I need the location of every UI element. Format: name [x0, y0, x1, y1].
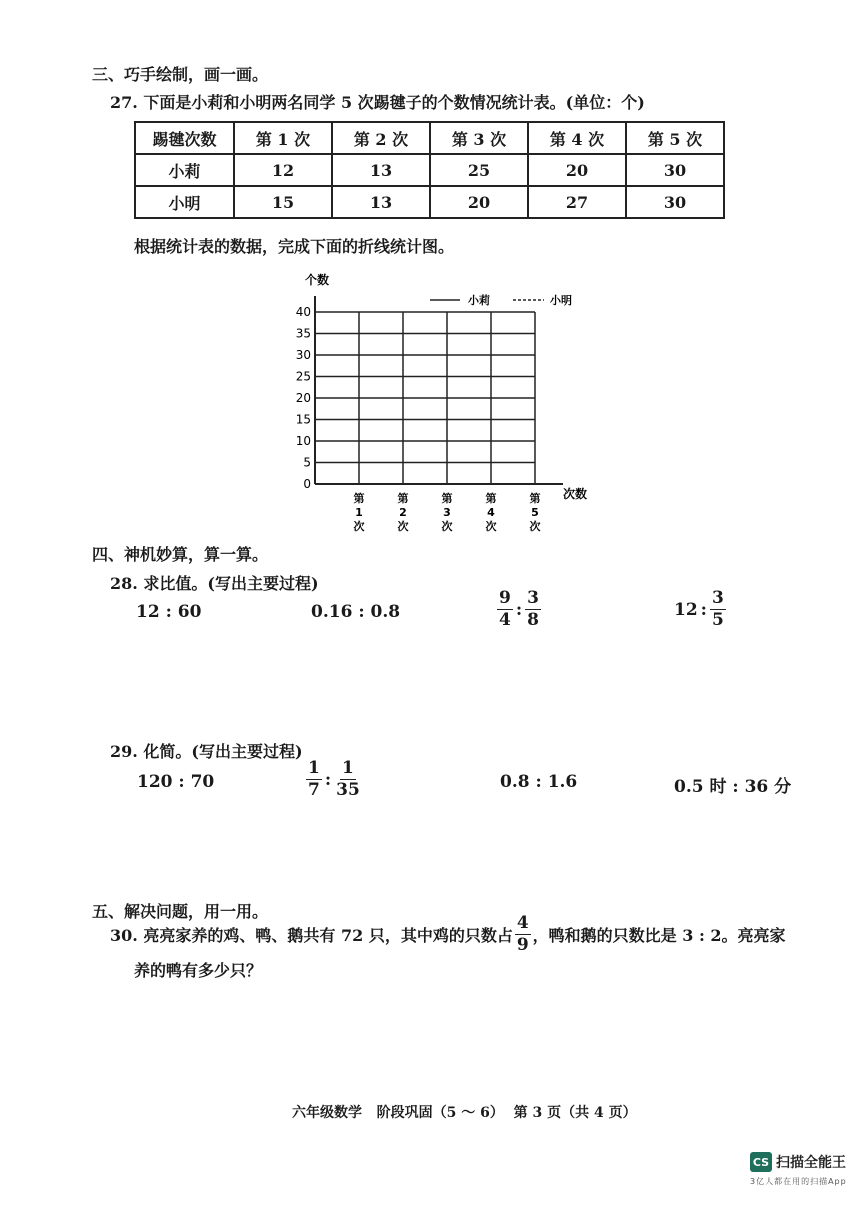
question-30-line-2: 养的鸭有多少只？ [134, 961, 263, 980]
ratio-colon: : [700, 599, 707, 620]
section-4-title: 四、神机妙算，算一算。 [92, 545, 269, 564]
q29-expression-2 [306, 760, 362, 799]
table-header-cell: 第 2 次 [332, 122, 430, 154]
scanner-logo-icon: CS [750, 1152, 772, 1172]
x-tick-label: 4 [487, 506, 495, 519]
chart-instruction: 根据统计表的数据，完成下面的折线统计图。 [134, 237, 455, 256]
table-cell: 小明 [135, 186, 234, 218]
legend-label: 小莉 [468, 294, 490, 307]
x-tick-label: 3 [443, 506, 451, 519]
table-header-cell: 踢毽次数 [135, 122, 234, 154]
denominator: 35 [336, 780, 360, 800]
y-tick-label: 5 [303, 455, 311, 470]
denominator: 8 [527, 610, 539, 630]
denominator: 7 [308, 780, 320, 800]
numerator: 3 [711, 588, 724, 608]
table-header-cell: 第 4 次 [528, 122, 626, 154]
ratio-colon: : [324, 769, 332, 790]
y-tick-label: 0 [303, 477, 311, 491]
legend-label: 小明 [550, 294, 572, 307]
numerator: 1 [308, 758, 320, 778]
y-tick-label: 25 [295, 369, 311, 384]
x-tick-label: 第 [397, 492, 409, 505]
x-tick-label: 5 [531, 506, 539, 519]
fraction [515, 915, 531, 954]
section-5-title: 五、解决问题，用一用。 [92, 902, 269, 921]
line-chart [280, 260, 640, 540]
y-tick-label: 40 [295, 305, 311, 319]
x-tick-label: 第 [353, 492, 365, 505]
table-cell: 30 [626, 186, 724, 218]
question-27-prompt: 27. 下面是小莉和小明两名同学 5 次踢毽子的个数情况统计表。(单位：个) [110, 93, 645, 112]
denominator: 9 [516, 935, 529, 955]
question-30-text: 30. 亮亮家养的鸡、鸭、鹅共有 72 只，其中鸡的只数占 [110, 926, 513, 945]
q29-expression-4: 0.5 时 : 36 分 [674, 777, 792, 797]
fraction [334, 760, 362, 799]
y-tick-label: 15 [295, 412, 311, 427]
q28-expression-1: 12 : 60 [136, 602, 202, 622]
fraction [497, 590, 513, 629]
table-cell: 20 [430, 186, 528, 218]
x-tick-label: 次 [397, 520, 409, 533]
x-tick-label: 次 [529, 520, 541, 533]
table-header-cell: 第 3 次 [430, 122, 528, 154]
q28-expression-4 [674, 590, 726, 629]
numerator: 1 [342, 758, 354, 778]
numerator: 3 [527, 588, 539, 608]
scanner-tagline: 3亿人都在用的扫描App [750, 1177, 847, 1186]
y-axis-title: 个数 [304, 273, 330, 287]
question-28-prompt: 28. 求比值。(写出主要过程) [110, 574, 319, 593]
x-tick-label: 1 [355, 506, 363, 519]
q28-expression-3 [497, 590, 541, 629]
fraction [525, 590, 541, 629]
x-tick-label: 第 [485, 492, 497, 505]
y-tick-label: 35 [295, 326, 311, 341]
table-cell: 15 [234, 186, 332, 218]
table-header-cell: 第 1 次 [234, 122, 332, 154]
table-cell: 20 [528, 154, 626, 186]
question-30-text: ，鸭和鹅的只数比是 3 : 2。亮亮家 [532, 926, 786, 945]
statistics-table [134, 121, 725, 219]
y-tick-label: 20 [295, 391, 311, 405]
denominator: 5 [711, 610, 724, 630]
table-row [135, 154, 724, 186]
table-cell: 27 [528, 186, 626, 218]
x-tick-label: 次 [353, 520, 365, 533]
x-tick-label: 2 [399, 506, 407, 519]
table-cell: 25 [430, 154, 528, 186]
x-tick-label: 第 [529, 492, 541, 505]
table-cell: 30 [626, 154, 724, 186]
x-tick-label: 次 [485, 520, 497, 533]
question-29-prompt: 29. 化简。(写出主要过程) [110, 742, 303, 761]
numerator: 4 [516, 913, 529, 933]
table-cell: 13 [332, 154, 430, 186]
numerator: 9 [499, 588, 511, 608]
fraction [710, 590, 726, 629]
page-footer: 六年级数学 阶段巩固（5 ～ 6） 第 3 页（共 4 页） [292, 1105, 637, 1121]
ratio-left: 12 [674, 599, 698, 620]
table-cell: 小莉 [135, 154, 234, 186]
y-tick-label: 10 [295, 434, 311, 448]
ratio-colon: : [515, 599, 523, 620]
y-tick-label: 30 [295, 348, 311, 362]
x-axis-title: 次数 [562, 487, 588, 501]
table-header-cell: 第 5 次 [626, 122, 724, 154]
fraction [306, 760, 322, 799]
x-tick-label: 次 [441, 520, 453, 533]
denominator: 4 [499, 610, 511, 630]
x-tick-label: 第 [441, 492, 453, 505]
q28-expression-2: 0.16 : 0.8 [311, 602, 401, 622]
table-row [135, 186, 724, 218]
table-cell: 13 [332, 186, 430, 218]
q29-expression-1: 120 : 70 [137, 772, 215, 792]
section-3-title: 三、巧手绘制，画一画。 [92, 65, 269, 84]
table-cell: 12 [234, 154, 332, 186]
question-30-line-1 [110, 915, 786, 954]
scanner-brand: 扫描全能王 [776, 1155, 846, 1171]
q29-expression-3: 0.8 : 1.6 [500, 772, 578, 792]
table-header-row [135, 122, 724, 154]
